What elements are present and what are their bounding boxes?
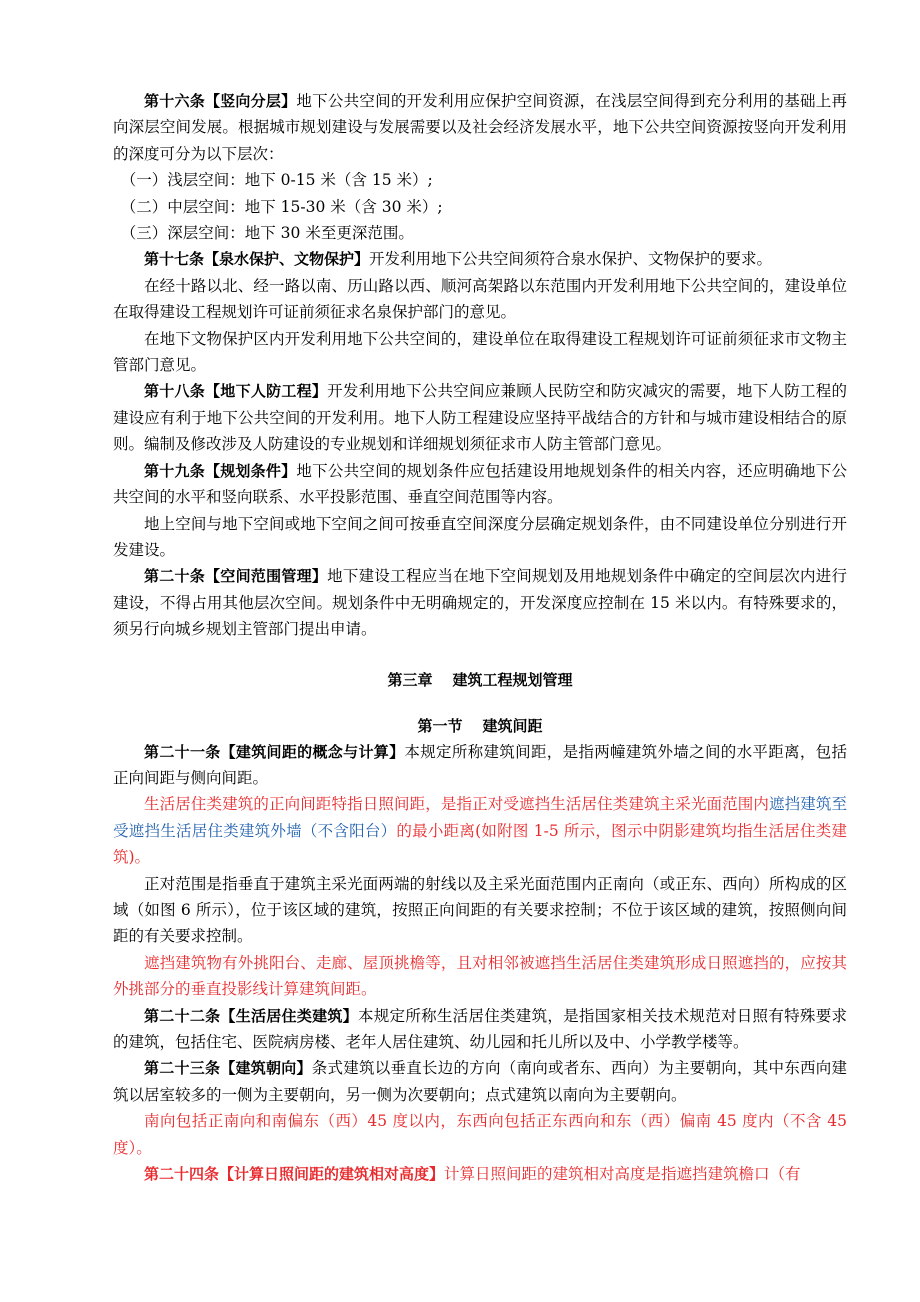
article-23-paragraph-2: 南向包括正南向和南偏东（西）45 度以内，东西向包括正东西向和东（西）偏南 45 度内（不含 45 度）。 <box>113 1112 847 1157</box>
article-19-body: 地下公共空间的规划条件应包括建设用地规划条件的相关内容，还应明确地下公共空间的水平和竖向联系、水平投影范围、垂直空间范围等内容。 <box>113 461 847 507</box>
article-17-paragraph-2: 在经十路以北、经一路以南、历山路以西、顺河高架路以东范围内开发利用地下公共空间的，建设单位在取得建设工程规划许可证前须征求名泉保护部门的意见。 <box>113 276 847 322</box>
article-22-body: 本规定所称生活居住类建筑，是指国家相关技术规范对日照有特殊要求的建筑，包括住宅、医院病房楼、老年人居住建筑、幼儿园和托儿所以及中、小学教学楼等。 <box>113 1006 847 1051</box>
highlight-red-text: 生活居住类建筑的正向间距特指日照间距，是指正对受遮挡生活居住类建筑主采光面范围内 <box>144 795 769 814</box>
article-21 <box>113 739 847 792</box>
article-21-title: 第二十一条【建筑间距的概念与计算】 <box>144 742 405 761</box>
chapter-heading <box>113 667 847 693</box>
list-item: （一）浅层空间：地下 0-15 米（含 15 米）; <box>120 171 433 190</box>
section-number: 第一节 <box>417 716 463 735</box>
article-16-body: 地下公共空间的开发利用应保护空间资源，在浅层空间得到充分利用的基础上再向深层空间发展。根据城市规划建设与发展需要以及社会经济发展水平，地下公共空间资源按竖向开发利用的深度可分为以下层次： <box>113 92 847 163</box>
article-22 <box>113 1003 847 1056</box>
article-19-title: 第十九条【规划条件】 <box>144 461 297 480</box>
article-19-paragraph-2: 地上空间与地下空间或地下空间之间可按垂直空间深度分层确定规划条件，由不同建设单位分别进行开发建设。 <box>113 514 847 559</box>
article-18-title: 第十八条【地下人防工程】 <box>144 382 328 401</box>
article-24-title: 第二十四条【计算日照间距的建筑相对高度】 <box>144 1165 445 1184</box>
article-20 <box>113 563 847 642</box>
article-17 <box>113 246 847 272</box>
article-16-title: 第十六条【竖向分层】 <box>144 92 297 110</box>
section-heading <box>113 713 847 739</box>
list-item: （二）中层空间：地下 15-30 米（含 30 米）; <box>120 197 443 216</box>
chapter-name: 建筑工程规划管理 <box>452 670 573 689</box>
article-21-paragraph-3: 正对范围是指垂直于建筑主采光面两端的射线以及主采光面范围内正南向（或正东、西向）所构成的区域（如图 6 所示），位于该区域的建筑，按照正向间距的有关要求控制；不位于该区域的建筑，按照侧向间距的有关要求控制。 <box>113 874 847 946</box>
article-21-paragraph-2 <box>113 791 847 870</box>
list-item: （三）深层空间：地下 30 米至更深范围。 <box>120 224 414 243</box>
article-23-body: 条式建筑以垂直长边的方向（南向或者东、西向）为主要朝向，其中东西向建筑以居室较多的一侧为主要朝向，另一侧为次要朝向；点式建筑以南向为主要朝向。 <box>113 1059 847 1104</box>
article-20-body: 地下建设工程应当在地下空间规划及用地规划条件中确定的空间层次内进行建设，不得占用其他层次空间。规划条件中无明确规定的，开发深度应控制在 15 米以内。有特殊要求的，须另行向城乡规划主管部门提出申请。 <box>113 567 847 639</box>
article-23-title: 第二十三条【建筑朝向】 <box>144 1059 312 1078</box>
article-16 <box>113 88 847 167</box>
article-17-title: 第十七条【泉水保护、文物保护】 <box>144 250 370 269</box>
article-21-paragraph-4: 遮挡建筑物有外挑阳台、走廊、屋顶挑檐等，且对相邻被遮挡生活居住类建筑形成日照遮挡的，应按其外挑部分的垂直投影线计算建筑间距。 <box>113 953 847 999</box>
highlight-blue-text: 遮挡建筑至受遮挡生活居住类建筑外墙（不含阳台） <box>113 795 847 840</box>
article-21-body: 本规定所称建筑间距，是指两幢建筑外墙之间的水平距离，包括正向间距与侧向间距。 <box>113 742 847 787</box>
article-24-body: 计算日照间距的建筑相对高度是指遮挡建筑檐口（有 <box>444 1165 801 1184</box>
article-22-title: 第二十二条【生活居住类建筑】 <box>144 1006 358 1025</box>
document-page <box>113 88 847 1187</box>
article-24 <box>113 1161 847 1187</box>
article-18 <box>113 378 847 457</box>
article-23 <box>113 1055 847 1108</box>
highlight-red-text: 的最小距离(如附图 1-5 所示，图示中阴影建筑均指生活居住类建筑)。 <box>113 821 847 867</box>
article-20-title: 第二十条【空间范围管理】 <box>144 567 328 586</box>
article-19 <box>113 458 847 511</box>
section-name: 建筑间距 <box>482 716 543 735</box>
chapter-number: 第三章 <box>387 670 433 689</box>
article-17-paragraph-3: 在地下文物保护区内开发利用地下公共空间的，建设单位在取得建设工程规划许可证前须征求市文物主管部门意见。 <box>113 329 847 375</box>
article-18-body: 开发利用地下公共空间应兼顾人民防空和防灾减灾的需要，地下人防工程的建设应有利于地下公共空间的开发利用。地下人防工程建设应坚持平战结合的方针和与城市建设相结合的原则。编制及修改涉及人防建设的专业规划和详细规划须征求市人防主管部门意见。 <box>113 382 847 454</box>
article-17-body: 开发利用地下公共空间须符合泉水保护、文物保护的要求。 <box>369 250 773 269</box>
